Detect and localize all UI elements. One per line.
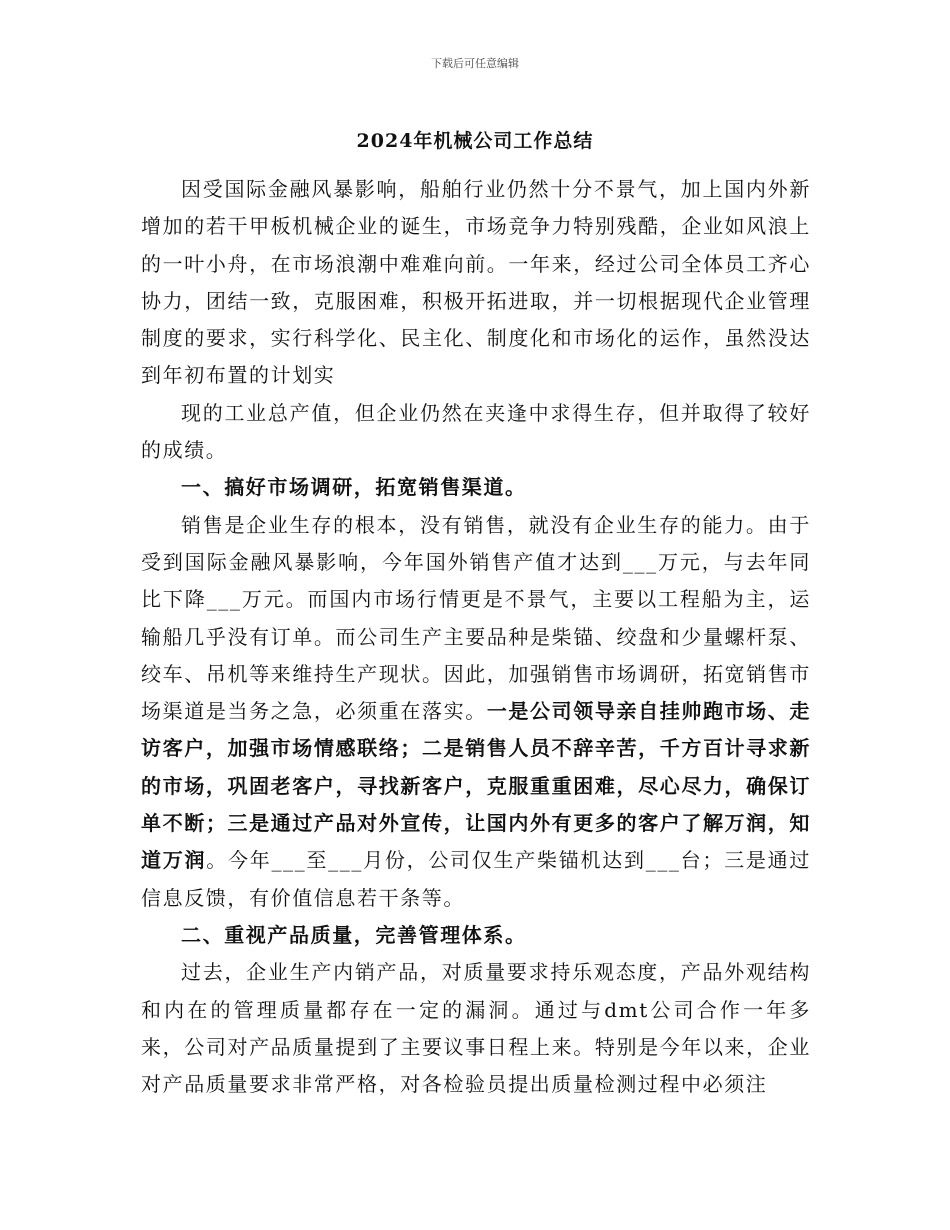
document-title: 2024年机械公司工作总结 (356, 130, 594, 152)
paragraph-sales-tail: 。今年___至___月份，公司仅生产柴锚机达到___台；三是通过信息反馈，有价值信息若干条等。 (141, 848, 811, 910)
section-heading-1: 一、搞好市场调研，拓宽销售渠道。 (181, 475, 527, 500)
document-body (141, 171, 811, 1103)
paragraph-sales-text: 销售是企业生存的根本，没有销售，就没有企业生存的能力。由于受到国际金融风暴影响，今年国外销售产值才达到___万元，与去年同比下降___万元。而国内市场行情更是不景气，主要以工程船为主，运输船几乎没有订单。而公司生产主要品种是柴锚、绞盘和少量螺杆泵、绞车、吊机等来维持生产现状。因此，加强销售市场调研，拓宽销售市场渠道是当务之急，必须重在落实。 (141, 512, 811, 724)
section-heading-2: 二、重视产品质量，完善管理体系。 (181, 922, 527, 947)
paragraph-quality: 过去，企业生产内销产品，对质量要求持乐观态度，产品外观结构和内在的管理质量都存在一定的漏洞。通过与dmt公司合作一年多来，公司对产品质量提到了主要议事日程上来。特别是今年以来，企业对产品质量要求非常严格，对各检验员提出质量检测过程中必须注 (141, 960, 811, 1097)
paragraph-intro-continued: 现的工业总产值，但企业仍然在夹逢中求得生存，但并取得了较好的成绩。 (141, 400, 811, 463)
paragraph-sales-bold: 一是公司领导亲自挂帅跑市场、走访客户，加强市场情感联络；二是销售人员不辞辛苦，千方百计寻求新的市场，巩固老客户，寻找新客户，克服重重困难，尽心尽力，确保订单不断；三是通过产品对外宣传，让国内外有更多的客户了解万润，知道万润 (141, 699, 811, 873)
header-note: 下载后可任意编辑 (431, 57, 519, 70)
paragraph-intro: 因受国际金融风暴影响，船舶行业仍然十分不景气，加上国内外新增加的若干甲板机械企业的诞生，市场竞争力特别残酷，企业如风浪上的一叶小舟，在市场浪潮中难难向前。一年来，经过公司全体员工齐心协力，团结一致，克服困难，积极开拓进取，并一切根据现代企业管理制度的要求，实行科学化、民主化、制度化和市场化的运作，虽然没达到年初布置的计划实 (141, 177, 811, 388)
paragraph-sales (141, 507, 811, 917)
